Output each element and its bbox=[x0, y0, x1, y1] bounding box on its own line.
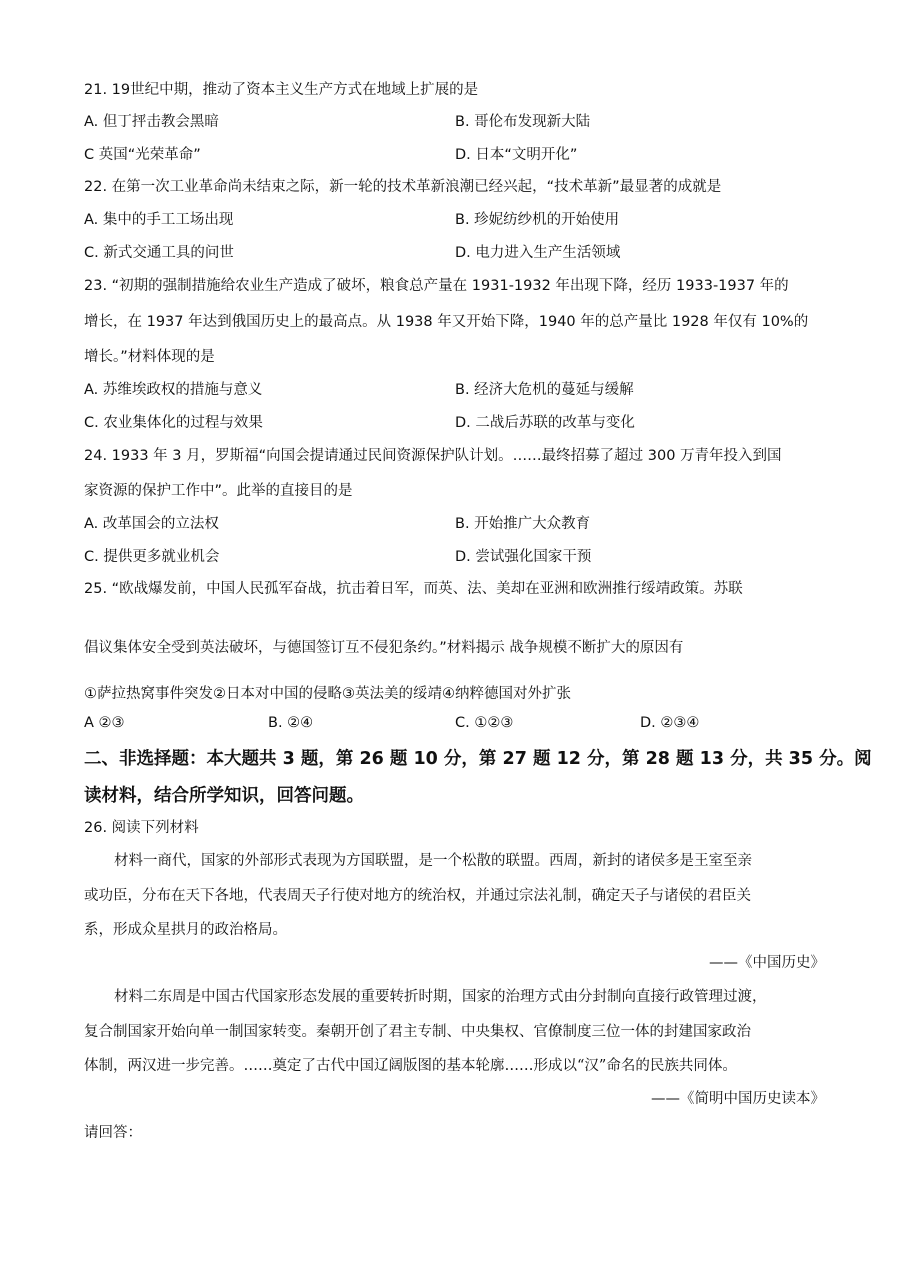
q21-option-a[interactable]: A. 但丁抨击教会黑暗 bbox=[84, 114, 219, 130]
q23-option-c[interactable]: C. 农业集体化的过程与效果 bbox=[84, 415, 263, 431]
q23-stem-line-3: 增长。”材料体现的是 bbox=[84, 349, 215, 365]
q24-option-c[interactable]: C. 提供更多就业机会 bbox=[84, 549, 220, 565]
q23-option-d[interactable]: D. 二战后苏联的改革与变化 bbox=[455, 415, 635, 431]
material-1-line-2: 或功臣，分布在天下各地，代表周天子行使对地方的统治权，并通过宗法礼制，确定天子与诸侯的君臣关 bbox=[84, 888, 751, 904]
q23-stem-line-2: 增长，在 1937 年达到俄国历史上的最高点。从 1938 年又开始下降，1940 年的总产量比 1928 年仅有 10%的 bbox=[84, 314, 809, 330]
material-2-line-3: 体制，两汉进一步完善。……奠定了古代中国辽阔版图的基本轮廓……形成以“汉”命名的民族共同体。 bbox=[84, 1058, 737, 1074]
q26-stem: 26. 阅读下列材料 bbox=[84, 820, 199, 836]
q21-option-b[interactable]: B. 哥伦布发现新大陆 bbox=[455, 114, 591, 130]
q21-option-d[interactable]: D. 日本“文明开化” bbox=[455, 147, 578, 163]
q25-stem-line-2: 倡议集体安全受到英法破坏，与德国签订互不侵犯条约。”材料揭示 战争规模不断扩大的原因有 bbox=[84, 640, 684, 656]
q22-option-a[interactable]: A. 集中的手工工场出现 bbox=[84, 212, 234, 228]
answer-prompt: 请回答： bbox=[84, 1125, 142, 1141]
q25-option-a[interactable]: A ②③ bbox=[84, 715, 125, 731]
material-2-source: ——《简明中国历史读本》 bbox=[651, 1091, 825, 1107]
q23-option-a[interactable]: A. 苏维埃政权的措施与意义 bbox=[84, 382, 263, 398]
q25-option-c[interactable]: C. ①②③ bbox=[455, 715, 514, 731]
q21-stem: 21. 19世纪中期，推动了资本主义生产方式在地域上扩展的是 bbox=[84, 82, 479, 98]
q24-option-d[interactable]: D. 尝试强化国家干预 bbox=[455, 549, 592, 565]
q21-option-c[interactable]: C 英国“光荣革命” bbox=[84, 147, 201, 163]
q24-stem-line-1: 24. 1933 年 3 月，罗斯福“向国会提请通过民间资源保护队计划。……最终招募了超过 300 万青年投入到国 bbox=[84, 448, 782, 464]
section-2-heading-line-1: 二、非选择题：本大题共 3 题，第 26 题 10 分，第 27 题 12 分，第 28 题 13 分，共 35 分。阅 bbox=[84, 749, 872, 769]
q25-option-d[interactable]: D. ②③④ bbox=[640, 715, 700, 731]
q24-option-b[interactable]: B. 开始推广大众教育 bbox=[455, 516, 591, 532]
q22-option-c[interactable]: C. 新式交通工具的问世 bbox=[84, 245, 234, 261]
material-2-line-2: 复合制国家开始向单一制国家转变。秦朝开创了君主专制、中央集权、官僚制度三位一体的封建国家政治 bbox=[84, 1024, 751, 1040]
q22-option-b[interactable]: B. 珍妮纺纱机的开始使用 bbox=[455, 212, 620, 228]
q23-stem-line-1: 23. “初期的强制措施给农业生产造成了破坏，粮食总产量在 1931-1932 年出现下降，经历 1933-1937 年的 bbox=[84, 278, 789, 294]
q25-stem-line-3: ①萨拉热窝事件突发②日本对中国的侵略③英法美的绥靖④纳粹德国对外扩张 bbox=[84, 686, 571, 702]
q23-option-b[interactable]: B. 经济大危机的蔓延与缓解 bbox=[455, 382, 634, 398]
material-1-source: ——《中国历史》 bbox=[709, 955, 825, 971]
q22-stem: 22. 在第一次工业革命尚未结束之际，新一轮的技术革新浪潮已经兴起，“技术革新”最显著的成就是 bbox=[84, 179, 722, 195]
q24-stem-line-2: 家资源的保护工作中”。此举的直接目的是 bbox=[84, 483, 353, 499]
q25-stem-line-1: 25. “欧战爆发前，中国人民孤军奋战，抗击着日军，而英、法、美却在亚洲和欧洲推行绥靖政策。苏联 bbox=[84, 581, 743, 597]
section-2-heading-line-2: 读材料，结合所学知识，回答问题。 bbox=[84, 786, 364, 806]
q25-option-b[interactable]: B. ②④ bbox=[268, 715, 314, 731]
material-1-line-1: 材料一商代，国家的外部形式表现为方国联盟，是一个松散的联盟。西周，新封的诸侯多是王室至亲 bbox=[114, 853, 752, 869]
material-1-line-3: 系，形成众星拱月的政治格局。 bbox=[84, 922, 287, 938]
q24-option-a[interactable]: A. 改革国会的立法权 bbox=[84, 516, 219, 532]
q22-option-d[interactable]: D. 电力进入生产生活领域 bbox=[455, 245, 621, 261]
material-2-line-1: 材料二东周是中国古代国家形态发展的重要转折时期，国家的治理方式由分封制向直接行政管理过渡， bbox=[114, 989, 767, 1005]
